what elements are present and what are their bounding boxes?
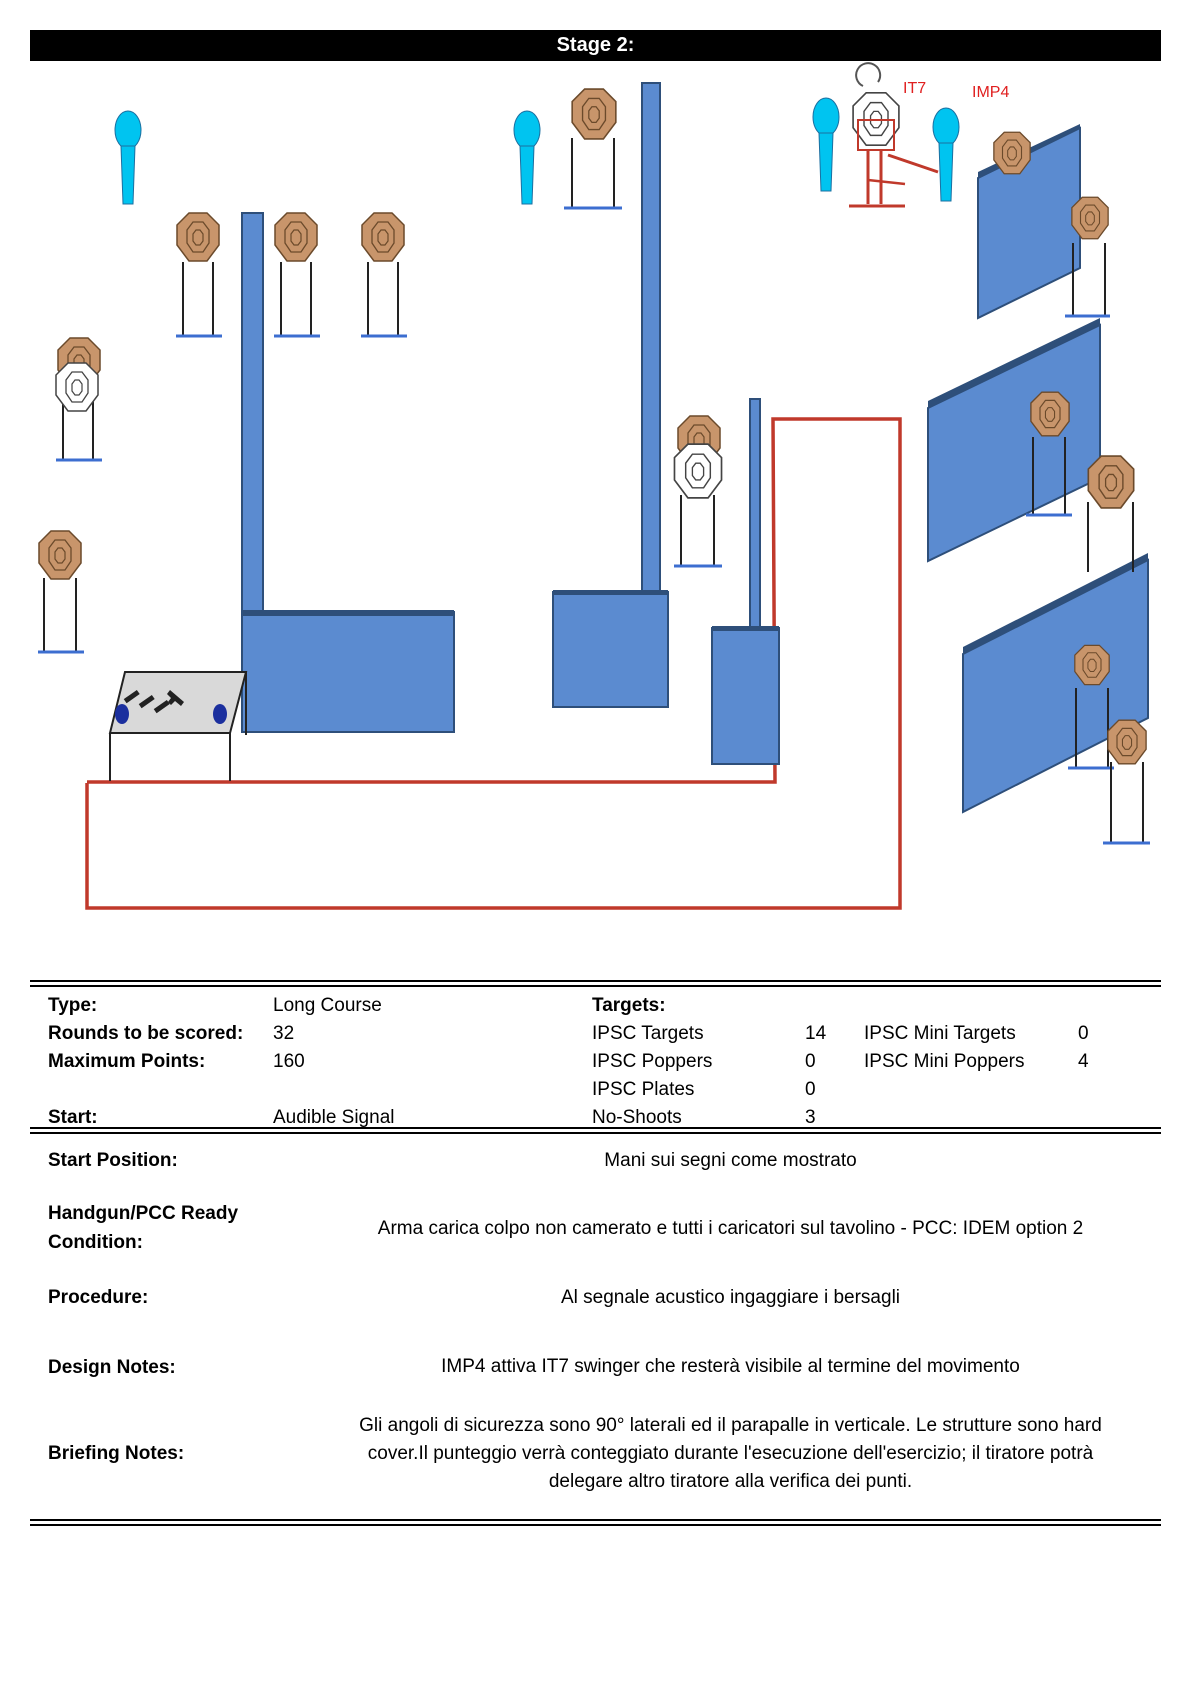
ipsc-target-icon: [39, 531, 81, 579]
wall-left: [242, 213, 454, 732]
imp4-label: IMP4: [972, 84, 1010, 101]
ipsc-target-icon: [572, 89, 616, 139]
procedure-value: Al segnale acustico ingaggiare i bersagli: [560, 1287, 901, 1308]
mini-popper-icon: [813, 98, 839, 191]
start-label: Start:: [48, 1107, 98, 1128]
mini-targets-label: IPSC Mini Targets: [864, 1023, 1016, 1044]
mini-targets-value: 0: [1078, 1023, 1089, 1044]
rounds-value: 32: [273, 1023, 295, 1044]
ready-condition-value: Arma carica colpo non camerato e tutti i caricatori sul tavolino - PCC: IDEM option 2: [377, 1218, 1084, 1239]
stage-info: [30, 980, 1161, 1526]
angled-wall-2: [928, 318, 1100, 561]
mini-popper-icon: [115, 111, 141, 204]
ipsc-target-icon: [362, 213, 404, 261]
start-value: Audible Signal: [273, 1107, 395, 1128]
ipsc-target-icon: [994, 132, 1030, 173]
mini-popper-icon: [514, 111, 540, 204]
ipsc-target-icon: [1075, 645, 1109, 684]
type-label: Type:: [48, 995, 98, 1016]
wall-right-center: [712, 399, 779, 764]
start-position-value: Mani sui segni come mostrato: [604, 1150, 857, 1171]
no-shoots-label: No-Shoots: [592, 1107, 682, 1128]
ipsc-target-icon: [1088, 456, 1133, 508]
ipsc-poppers-label: IPSC Poppers: [592, 1051, 713, 1072]
ready-condition-label-line2: Condition:: [48, 1232, 143, 1253]
no-shoot-icon: [56, 363, 98, 411]
ipsc-target-icon: [1108, 720, 1146, 764]
wall-center: [553, 83, 668, 707]
procedure-label: Procedure:: [48, 1287, 149, 1308]
ipsc-plates-label: IPSC Plates: [592, 1079, 695, 1100]
hand-mark-right: [213, 704, 227, 724]
stage-title: Stage 2:: [30, 30, 1161, 61]
ipsc-target-icon: [1072, 197, 1108, 238]
points-label: Maximum Points:: [48, 1051, 206, 1072]
ready-condition-label-line1: Handgun/PCC Ready: [48, 1203, 239, 1224]
design-notes-label: Design Notes:: [48, 1357, 176, 1378]
briefing-notes-label: Briefing Notes:: [48, 1443, 185, 1464]
ipsc-target-icon: [1031, 392, 1069, 436]
start-table: [110, 672, 246, 781]
start-position-label: Start Position:: [48, 1150, 178, 1171]
ipsc-targets-value: 14: [805, 1023, 827, 1044]
angled-wall-3: [963, 553, 1148, 812]
points-value: 160: [273, 1051, 305, 1072]
divider: [30, 980, 1161, 987]
ipsc-target-icon: [177, 213, 219, 261]
briefing-notes-line3: delegare altro tiratore alla verifica dei punti.: [548, 1471, 913, 1492]
it7-label: IT7: [903, 80, 927, 97]
stage-diagram: [0, 62, 1191, 962]
mini-popper-icon: [933, 108, 959, 201]
ipsc-plates-value: 0: [805, 1079, 816, 1100]
divider: [30, 1519, 1161, 1526]
ipsc-poppers-value: 0: [805, 1051, 816, 1072]
briefing-notes-line1: Gli angoli di sicurezza sono 90° laterali ed il parapalle in verticale. Le strutture sono hard: [359, 1415, 1102, 1436]
briefing-notes-line2: cover.Il punteggio verrà conteggiato durante l'esecuzione dell'esercizio; il tiratore potrà: [367, 1443, 1094, 1464]
no-shoots-value: 3: [805, 1107, 816, 1128]
type-value: Long Course: [273, 995, 382, 1016]
hand-mark-left: [115, 704, 129, 724]
no-shoot-icon: [674, 444, 721, 498]
ipsc-targets-label: IPSC Targets: [592, 1023, 704, 1044]
rounds-label: Rounds to be scored:: [48, 1023, 244, 1044]
ipsc-target-icon: [275, 213, 317, 261]
targets-heading: Targets:: [592, 995, 666, 1016]
design-notes-value: IMP4 attiva IT7 swinger che resterà visibile al termine del movimento: [441, 1356, 1020, 1377]
details-block: [30, 1134, 1161, 1519]
mini-poppers-value: 4: [1078, 1051, 1089, 1072]
summary-block: [30, 987, 1161, 1127]
mini-poppers-label: IPSC Mini Poppers: [864, 1051, 1025, 1072]
